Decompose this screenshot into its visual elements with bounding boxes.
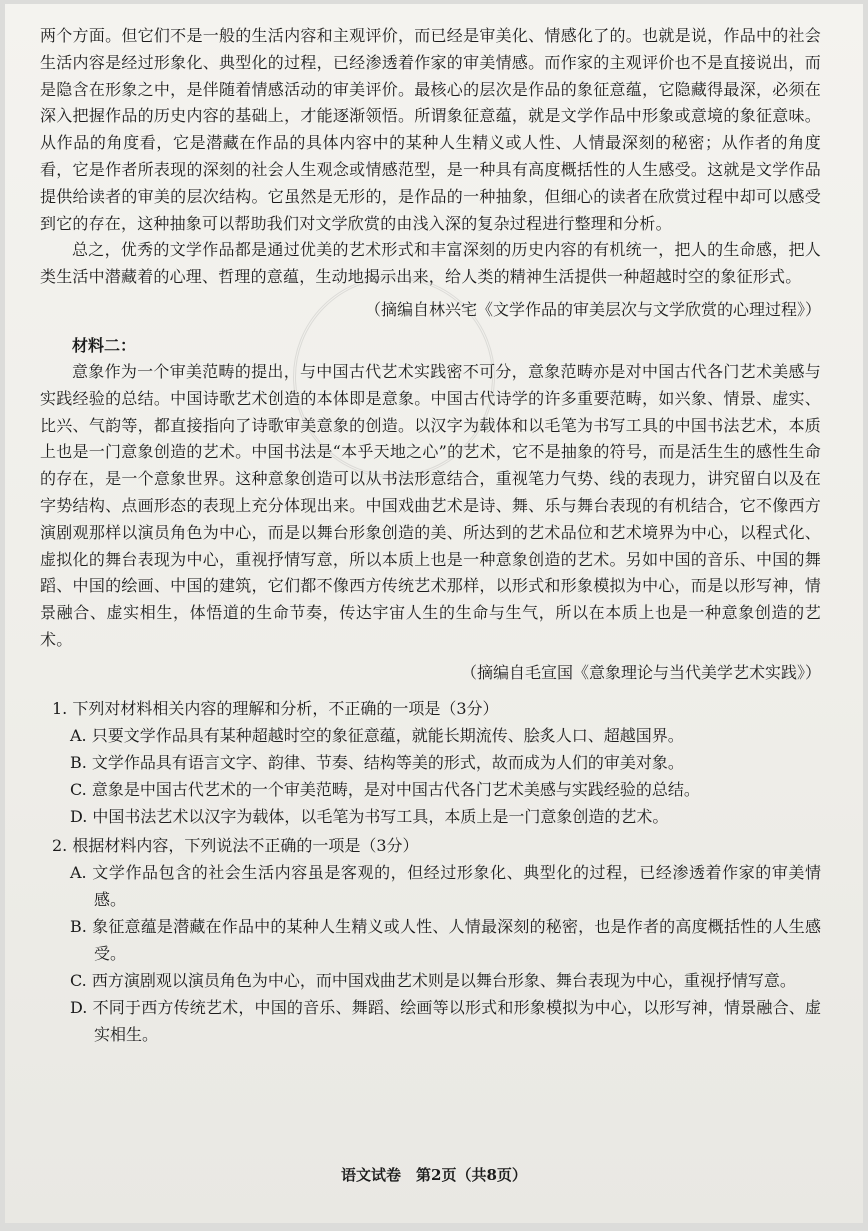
question-1-stem: 1. 下列对材料相关内容的理解和分析，不正确的一项是（3分） [52, 698, 499, 718]
question-2-option-a: A. 文学作品包含的社会生活内容虽是客观的，但经过形象化、典型化的过程，已经渗透着作家的审美情感。 [70, 862, 821, 909]
question-1-option-a: A. 只要文学作品具有某种超越时空的象征意蕴，就能长期流传、脍炙人口、超越国界。 [70, 725, 684, 745]
question-1-option-d: D. 中国书法艺术以汉字为载体，以毛笔为书写工具，本质上是一门意象创造的艺术。 [70, 806, 669, 826]
faint-seal-watermark [293, 276, 495, 478]
material-two-paragraph: 意象作为一个审美范畴的提出，与中国古代艺术实践密不可分，意象范畴亦是对中国古代各门艺术美感与实践经验的总结。中国诗歌艺术创造的本体即是意象。中国古代诗学的许多重要范畴，如兴象、情景、虚实、比兴、气韵等，都直接指向了诗歌审美意象的创造。以汉字为载体和以毛笔为书写工具的中国书法艺术，本质上也是一门意象创造的艺术。中国书法是“本乎天地之心”的艺术，它不是抽象的符号，而是活生生的感性生命的存在，是一个意象世界。这种意象创造可以从书法形意结合，重视笔力气势、线的表现力，讲究留白以及在字势结构、点画形态的表现上充分体现出来。中国戏曲艺术是诗、舞、乐与舞台表现的有机结合，它不像西方演剧观那样以演员角色为中心，而是以舞台形象创造的美、所达到的艺术品位和艺术境界为中心，以程式化、虚拟化的舞台表现为中心，重视抒情写意，所以本质上也是一种意象创造的艺术。另如中国的音乐、中国的舞蹈、中国的绘画、中国的建筑，它们都不像西方传统艺术那样，以形式和形象模拟为中心，而是以形写神，情景融合、虚实相生，体悟道的生命节奏，传达宇宙人生的生命与生气，所以在本质上也是一种意象创造的艺术。 [40, 361, 821, 649]
question-2 [40, 832, 821, 1048]
material-two-source: （摘编自毛宣国《意象理论与当代美学艺术实践》） [460, 662, 821, 682]
question-2-option-d: D. 不同于西方传统艺术，中国的音乐、舞蹈、绘画等以形式和形象模拟为中心，以形写神，情景融合、虚实相生。 [70, 997, 821, 1044]
question-2-option-b: B. 象征意蕴是潜藏在作品中的某种人生精义或人性、人情最深刻的秘密，也是作者的高度概括性的人生感受。 [70, 916, 821, 963]
question-1-option-c: C. 意象是中国古代艺术的一个审美范畴，是对中国古代各门艺术美感与实践经验的总结。 [70, 779, 700, 799]
material-one [40, 23, 821, 323]
question-2-option-c: C. 西方演剧观以演员角色为中心，而中国戏曲艺术则是以舞台形象、舞台表现为中心，重视抒情写意。 [70, 970, 796, 990]
question-1-option-b: B. 文学作品具有语言文字、韵律、节奏、结构等美的形式，故而成为人们的审美对象。 [70, 752, 684, 772]
question-1 [40, 695, 821, 830]
page-footer: 语文试卷 第2页（共8页） [341, 1166, 527, 1184]
question-2-stem: 2. 根据材料内容，下列说法不正确的一项是（3分） [52, 835, 419, 855]
material-one-paragraph-1: 两个方面。但它们不是一般的生活内容和主观评价，而已经是审美化、情感化了的。也就是说，作品中的社会生活内容是经过形象化、典型化的过程，已经渗透着作家的审美情感。而作家的主观评价也不是直接说出，而是隐含在形象之中，是伴随着情感活动的审美评价。最核心的层次是作品的象征意蕴，它隐藏得最深，必须在深入把握作品的历史内容的基础上，才能逐渐领悟。所谓象征意蕴，就是文学作品中形象或意境的象征意味。从作品的角度看，它是潜藏在作品的具体内容中的某种人生精义或人性、人情最深刻的秘密；从作者的角度看，它是作者所表现的深刻的社会人生观念或情感范型，是一种具有高度概括性的人生感受。这就是文学作品提供给读者的审美的层次结构。它虽然是无形的，是作品的一种抽象，但细心的读者在欣赏过程中却可以感受到它的存在，这种抽象可以帮助我们对文学欣赏的由浅入深的复杂过程进行整理和分析。 [40, 26, 821, 233]
material-two-heading: 材料二： [72, 335, 137, 355]
exam-page [5, 4, 863, 1223]
material-one-source: （摘编自林兴宅《文学作品的审美层次与文学欣赏的心理过程》） [364, 299, 821, 319]
material-one-paragraph-2: 总之，优秀的文学作品都是通过优美的艺术形式和丰富深刻的历史内容的有机统一，把人的生命感，把人类生活中潜藏着的心理、哲理的意蕴，生动地揭示出来，给人类的精神生活提供一种超越时空的象征形式。 [40, 240, 821, 287]
